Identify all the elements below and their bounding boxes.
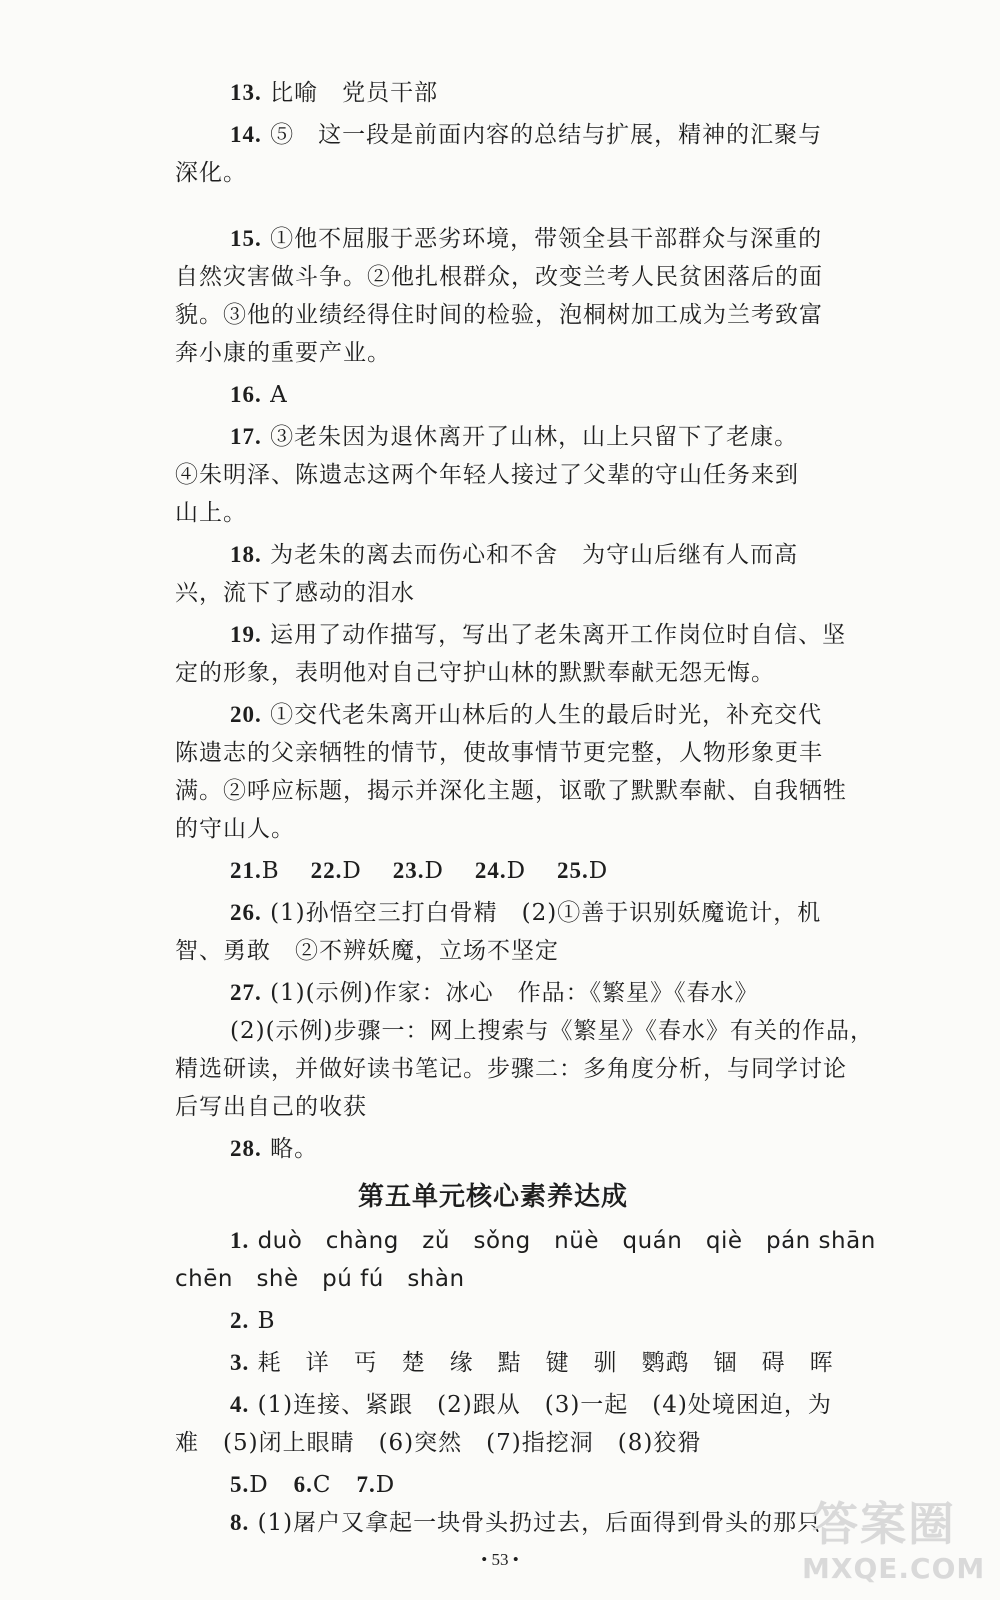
section-answer-1-line1: 1. duò chàng zǔ sǒng nüè quán qiè pán shān — [230, 1228, 876, 1254]
answer-18-line2: 兴，流下了感动的泪水 — [175, 580, 415, 606]
answer-20-line3: 满。②呼应标题，揭示并深化主题，讴歌了默默奉献、自我牺牲 — [175, 778, 847, 804]
section-answer-1-line2: chēn shè pú fú shàn — [175, 1266, 465, 1292]
answer-28: 28. 略。 — [230, 1136, 319, 1162]
answer-16: 16. A — [230, 382, 288, 408]
answer-19-line1: 19. 运用了动作描写，写出了老朱离开工作岗位时自信、坚 — [230, 622, 847, 648]
answer-18-line1: 18. 为老朱的离去而伤心和不舍 为守山后继有人而高 — [230, 542, 799, 568]
answer-26-line2: 智、勇敢 ②不辨妖魔，立场不坚定 — [175, 938, 559, 964]
section-answers-5-7: 5.D 6.C 7.D — [230, 1472, 396, 1498]
section-answer-4-line2: 难 (5)闭上眼睛 (6)突然 (7)指挖洞 (8)狡猾 — [175, 1430, 702, 1456]
section-answer-2: 2. B — [230, 1308, 276, 1334]
answer-27-line2: (2)(示例)步骤一：网上搜索与《繁星》《春水》有关的作品， — [230, 1018, 875, 1044]
answer-27-line3: 精选研读，并做好读书笔记。步骤二：多角度分析，与同学讨论 — [175, 1056, 847, 1082]
answer-17-line2: ④朱明泽、陈遗志这两个年轻人接过了父辈的守山任务来到 — [175, 462, 799, 488]
answer-26-line1: 26. (1)孙悟空三打白骨精 (2)①善于识别妖魔诡计，机 — [230, 900, 822, 926]
section-answer-3: 3. 耗 详 丐 楚 缘 黠 键 驯 鹦鹉 锢 碍 晖 — [230, 1350, 834, 1376]
answers-21-25: 21.B 22.D 23.D 24.D 25.D — [230, 858, 609, 884]
watermark-text: 答案圈 — [812, 1497, 956, 1551]
answer-15-line1: 15. ①他不屈服于恶劣环境，带领全县干部群众与深重的 — [230, 226, 823, 252]
watermark-logo — [802, 1488, 986, 1600]
answer-27-line4: 后写出自己的收获 — [175, 1094, 367, 1120]
section-answer-4-line1: 4. (1)连接、紧跟 (2)跟从 (3)一起 (4)处境困迫，为 — [230, 1392, 832, 1418]
answer-19-line2: 定的形象，表明他对自己守护山林的默默奉献无怨无悔。 — [175, 660, 775, 686]
section-title: 第五单元核心素养达成 — [358, 1182, 629, 1212]
section-answer-8: 8. (1)屠户又拿起一块骨头扔过去，后面得到骨头的那只 — [230, 1510, 822, 1536]
answer-15-line4: 奔小康的重要产业。 — [175, 340, 391, 366]
answer-17-line3: 山上。 — [175, 500, 247, 526]
answer-20-line2: 陈遗志的父亲牺牲的情节，使故事情节更完整，人物形象更丰 — [175, 740, 823, 766]
answer-27-line1: 27. (1)(示例)作家：冰心 作品：《繁星》《春水》 — [230, 980, 759, 1006]
answer-14-line2: 深化。 — [175, 160, 247, 186]
answer-15-line3: 貌。③他的业绩经得住时间的检验，泡桐树加工成为兰考致富 — [175, 302, 823, 328]
page-number: • 53 • — [481, 1550, 519, 1569]
answer-13: 13. 比喻 党员干部 — [230, 80, 439, 106]
answer-17-line1: 17. ③老朱因为退休离开了山林，山上只留下了老康。 — [230, 424, 799, 450]
answer-15-line2: 自然灾害做斗争。②他扎根群众，改变兰考人民贫困落后的面 — [175, 264, 823, 290]
answer-20-line1: 20. ①交代老朱离开山林后的人生的最后时光，补充交代 — [230, 702, 823, 728]
answer-14-line1: 14. ⑤ 这一段是前面内容的总结与扩展，精神的汇聚与 — [230, 122, 823, 148]
watermark-url: MXQE.COM — [802, 1552, 986, 1585]
answer-20-line4: 的守山人。 — [175, 816, 295, 842]
